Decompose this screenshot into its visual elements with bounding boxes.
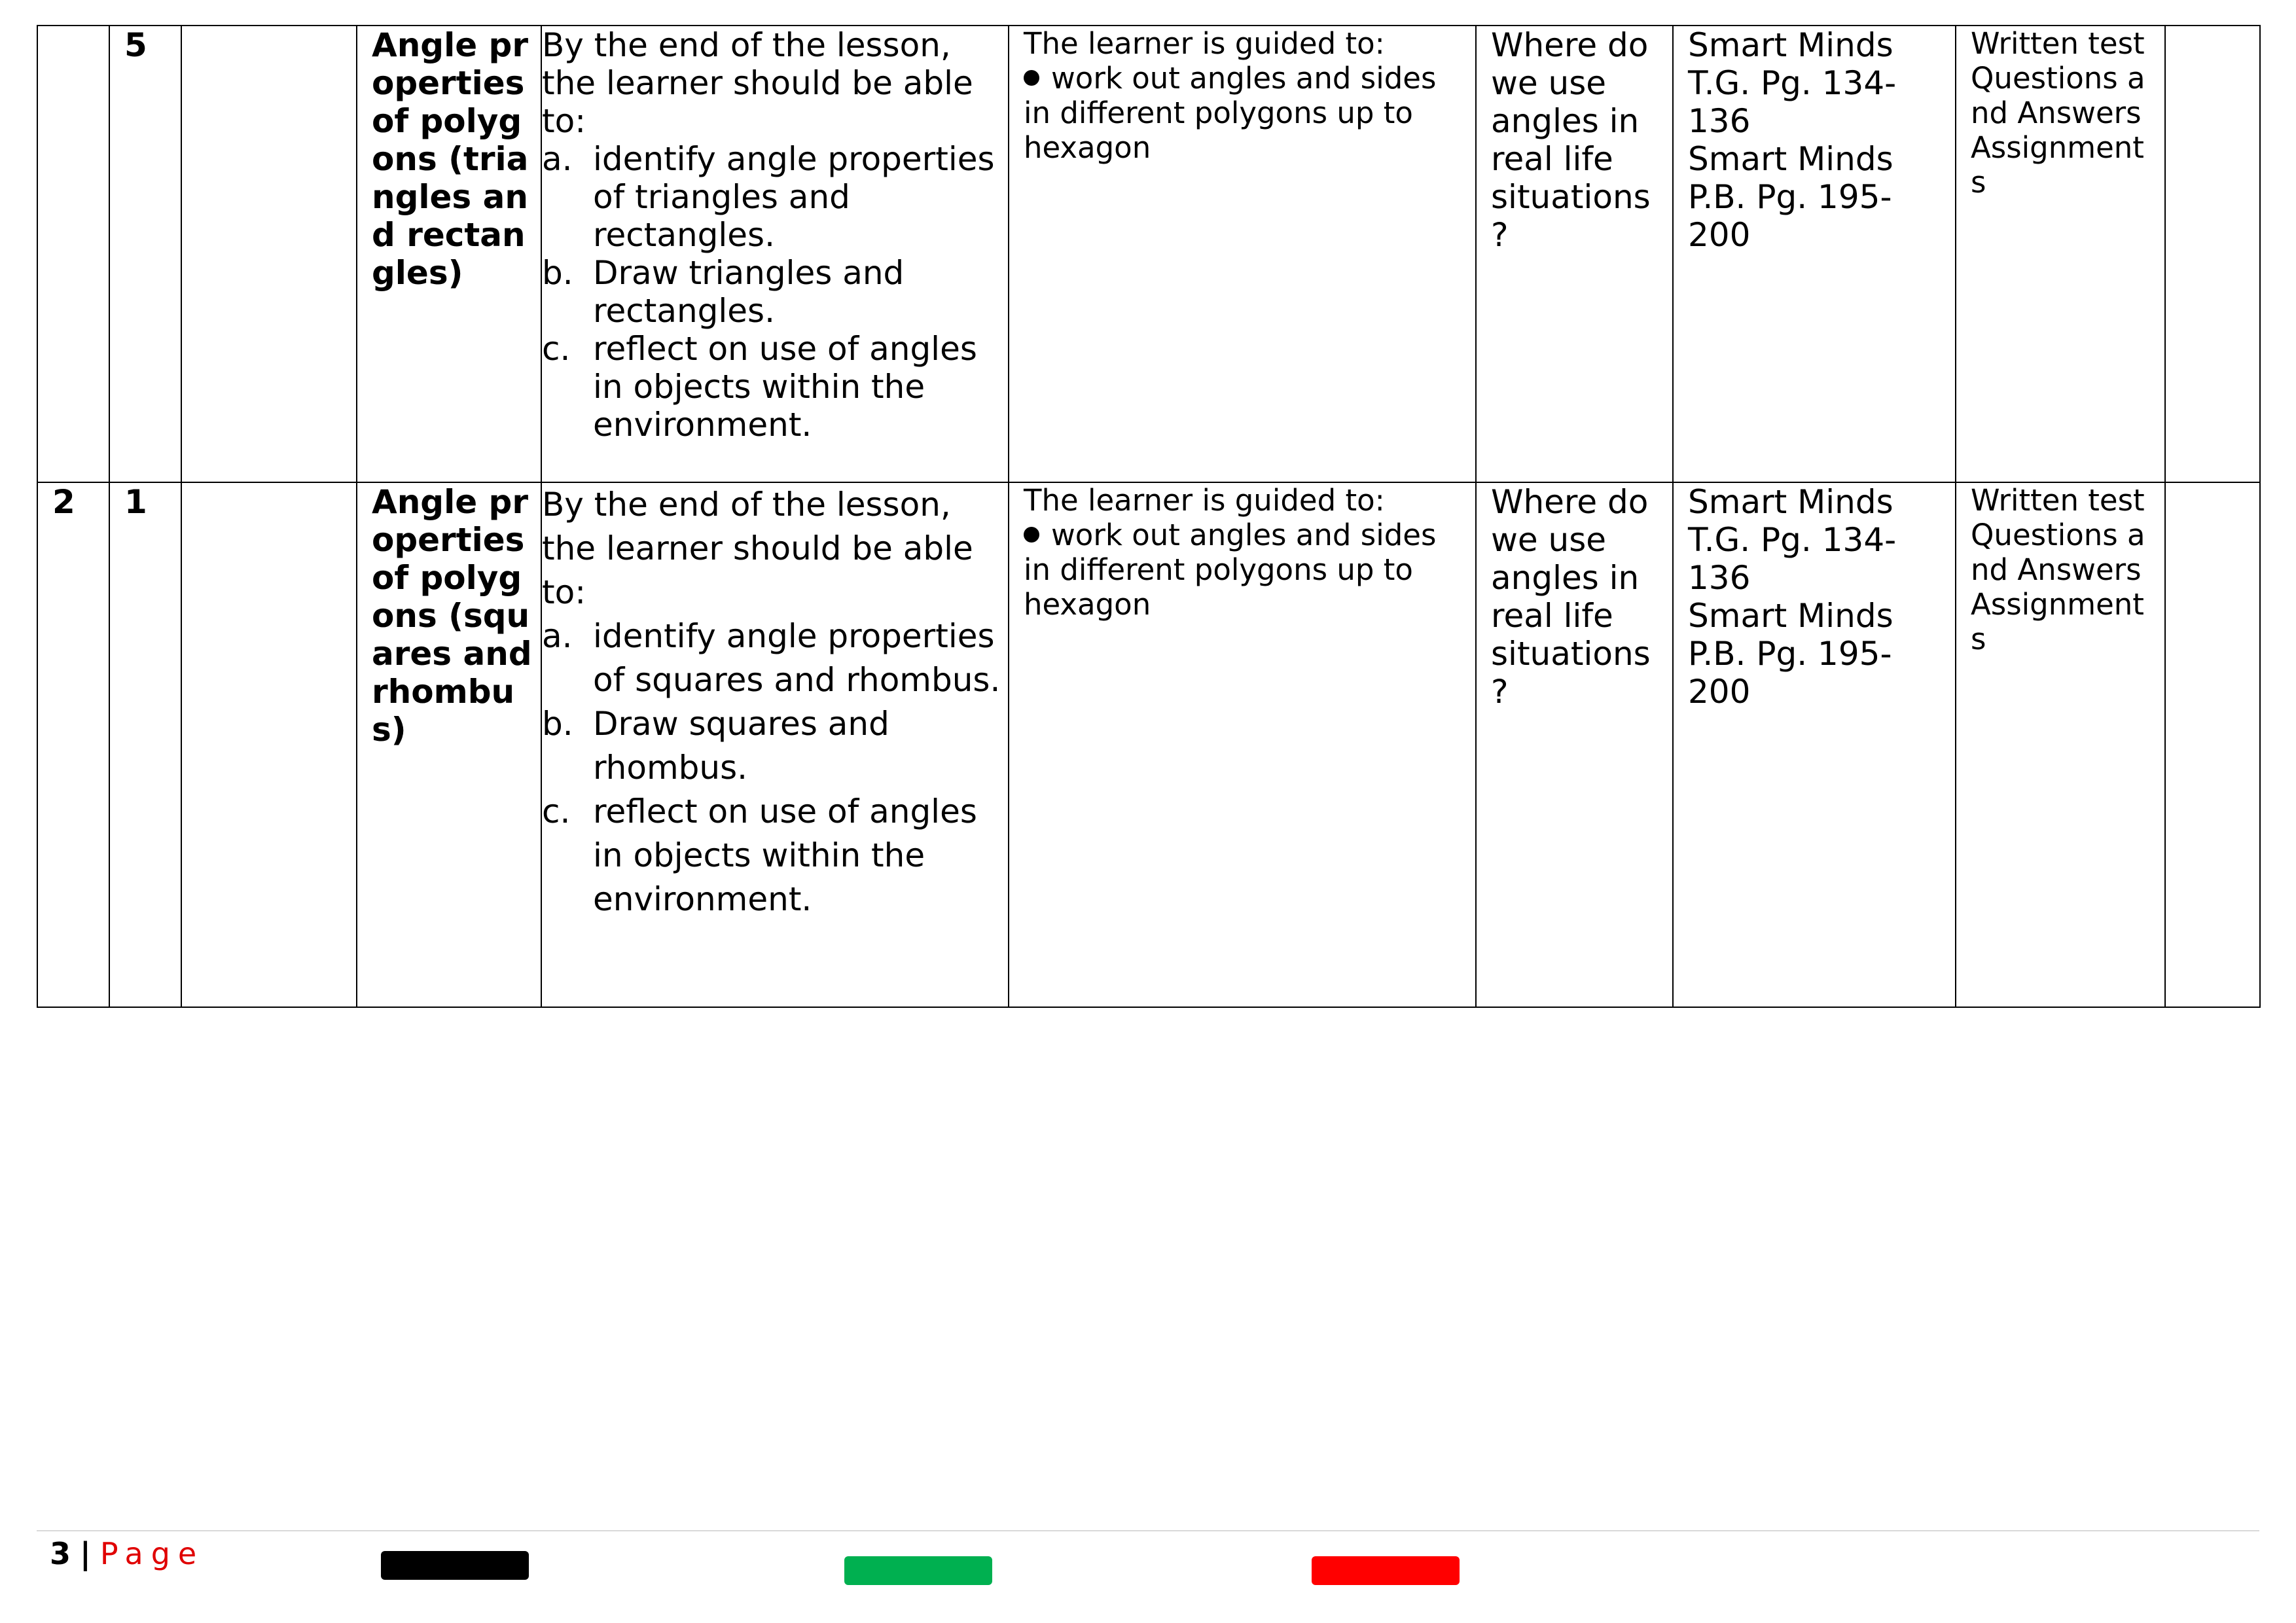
outcome-text: reflect on use of angles in objects within the environment. [593,330,977,444]
bullet-icon [1024,527,1039,543]
week-cell [37,26,109,482]
list-marker: c. [542,330,571,368]
assessment-item: Assignments [1971,130,2144,200]
experience-text: work out angles and sides in different polygons up to hexagon [1024,518,1437,622]
list-marker: a. [542,617,573,655]
list-marker: b. [542,705,573,743]
outcomes-list [542,615,1001,921]
table-row [37,482,2260,1007]
outcome-text: Draw triangles and rectangles. [593,254,905,330]
lesson-cell: 1 [109,482,181,1007]
outcomes-intro: By the end of the lesson, the learner should be able to: [542,486,973,611]
outcomes-intro: By the end of the lesson, the learner should be able to: [542,26,973,140]
flag-stripe-black [381,1551,529,1580]
learning-experiences-cell [1009,482,1476,1007]
outcome-text: identify angle properties of triangles and rectangles. [593,140,995,254]
page-footer [50,1535,204,1572]
sub-strand-cell: Angle properties of polygons (triangles and rectangles) [357,26,541,482]
resource-item: Smart Minds T.G. Pg. 134-136 [1688,26,1897,140]
list-marker: b. [542,254,573,292]
assessment-item: Written test [1971,483,2145,518]
resource-item: Smart Minds T.G. Pg. 134-136 [1688,483,1897,597]
bullet-icon [1024,70,1039,86]
assessment-item: Questions and Answers [1971,518,2145,587]
remarks-cell [2165,482,2260,1007]
experiences-intro: The learner is guided to: [1024,483,1385,518]
assessment-cell [1956,482,2165,1007]
assessment-item: Questions and Answers [1971,61,2145,130]
sub-strand-cell: Angle properties of polygons (squares and rhombus) [357,482,541,1007]
flag-stripe-green [844,1556,992,1585]
lesson-cell: 5 [109,26,181,482]
list-item [1024,518,1465,622]
scheme-of-work-table [37,25,2261,1008]
learning-experiences-cell [1009,26,1476,482]
list-item [542,615,1001,702]
week-cell: 2 [37,482,109,1007]
remarks-cell [2165,26,2260,482]
list-item [542,330,1001,444]
list-item [542,702,1001,790]
experiences-intro: The learner is guided to: [1024,26,1385,61]
strand-cell [181,482,357,1007]
flag-stripe-red [1312,1556,1460,1585]
resource-item: Smart Minds P.B. Pg. 195-200 [1688,597,1893,711]
learning-outcomes-cell [541,482,1009,1007]
assessment-cell [1956,26,2165,482]
list-item [542,140,1001,254]
outcome-text: reflect on use of angles in objects within the environment. [593,793,977,918]
resources-cell [1673,26,1956,482]
list-marker: c. [542,793,571,830]
list-item [1024,61,1465,165]
inquiry-question-cell: Where do we use angles in real life situations ? [1476,482,1673,1007]
list-item [542,254,1001,330]
table-row [37,26,2260,482]
list-item [542,790,1001,921]
strand-cell [181,26,357,482]
inquiry-question-cell: Where do we use angles in real life situations ? [1476,26,1673,482]
outcome-text: identify angle properties of squares and rhombus. [593,617,1001,699]
outcomes-list [542,140,1001,444]
assessment-item: Assignments [1971,587,2144,656]
footer-divider [37,1530,2259,1531]
assessment-item: Written test [1971,26,2145,61]
resources-cell [1673,482,1956,1007]
resource-item: Smart Minds P.B. Pg. 195-200 [1688,140,1893,254]
learning-outcomes-cell [541,26,1009,482]
experience-text: work out angles and sides in different polygons up to hexagon [1024,61,1437,165]
outcome-text: Draw squares and rhombus. [593,705,889,787]
list-marker: a. [542,140,573,178]
page-label: Page [99,1536,205,1571]
page-number: 3 [50,1536,71,1571]
page-separator: | [80,1536,91,1571]
